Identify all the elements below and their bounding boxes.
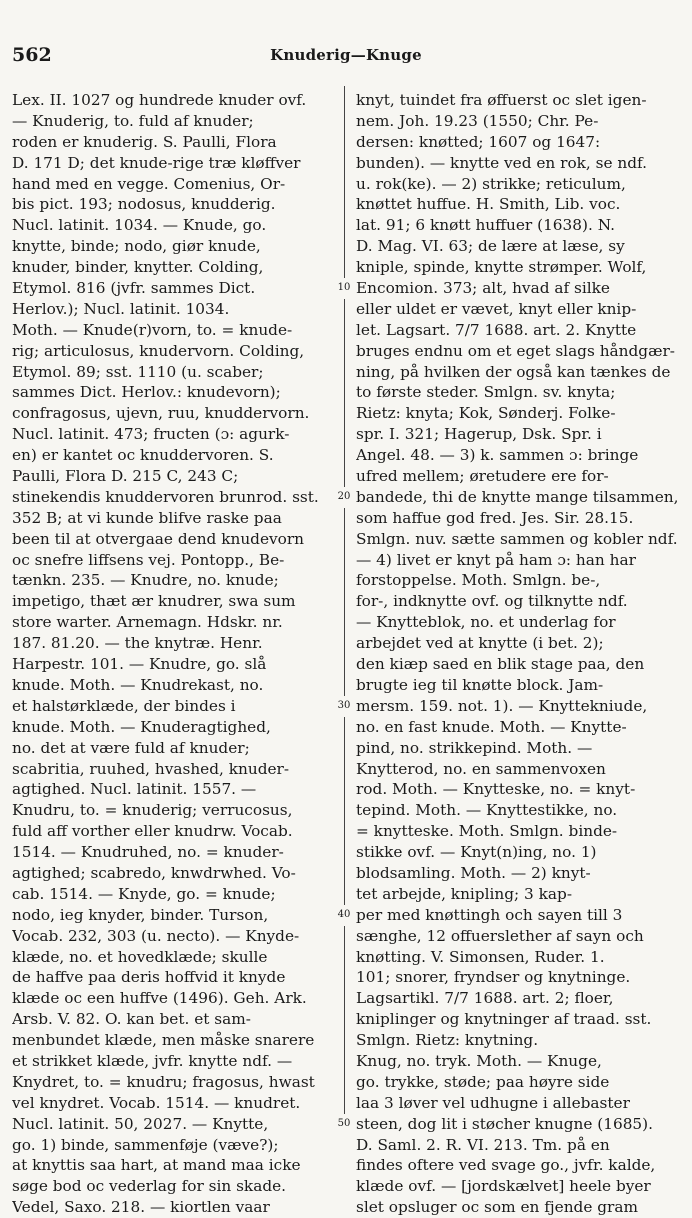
text-line: mersm. 159. not. 1). — Knyttekniude,: [356, 696, 648, 715]
text-line: Harpestr. 101. — Knudre, go. slå: [12, 655, 267, 674]
text-line: dersen: knøtted; 1607 og 1647:: [356, 132, 601, 151]
text-line: tet arbejde, knipling; 3 kap-: [356, 884, 572, 903]
text-line: søge bod oc vederlag for sin skade.: [12, 1177, 287, 1196]
text-line: D. Saml. 2. R. VI. 213. Tm. på en: [356, 1135, 610, 1154]
text-line: D. 171 D; det knude-rige træ kløffver: [12, 153, 301, 172]
text-line: bunden). — knytte ved en rok, se ndf.: [356, 153, 648, 172]
text-line: knytte, binde; nodo, giør knude,: [12, 237, 261, 256]
line-number: 20: [332, 487, 356, 508]
text-line: = knytteske. Moth. Smlgn. binde-: [356, 822, 618, 841]
text-line: Nucl. latinit. 473; fructen (ɔ: agurk-: [12, 425, 290, 444]
line-number: 40: [332, 905, 356, 926]
text-line: klæde, no. et hovedklæde; skulle: [12, 947, 268, 966]
text-line: cab. 1514. — Knyde, go. = knude;: [12, 884, 276, 903]
text-line: et halstørklæde, der bindes i: [12, 696, 236, 715]
text-line: — Knuderig, to. fuld af knuder;: [12, 111, 254, 130]
text-line: vel knydret. Vocab. 1514. — knudret.: [12, 1093, 301, 1112]
text-line: Knydret, to. = knudru; fragosus, hwast: [12, 1072, 315, 1091]
text-line: go. trykke, støde; paa høyre side: [356, 1072, 610, 1091]
line-number: 30: [332, 696, 356, 717]
text-line: knyt, tuindet fra øffuerst oc slet igen-: [356, 91, 647, 109]
text-line: kniplinger og knytninger af traad. sst.: [356, 1010, 652, 1029]
text-line: forstoppelse. Moth. Smlgn. be-,: [356, 571, 601, 590]
text-line: stinekendis knuddervoren brunrod. sst.: [12, 487, 319, 506]
text-line: rig; articulosus, knudervorn. Colding,: [12, 341, 305, 360]
text-line: Knudru, to. = knuderig; verrucosus,: [12, 801, 293, 820]
column-divider: [344, 86, 345, 1126]
text-line: bruges endnu om et eget slags håndgær-: [356, 341, 675, 360]
text-line: Arsb. V. 82. O. kan bet. et sam-: [12, 1010, 251, 1029]
text-line: D. Mag. VI. 63; de lære at læse, sy: [356, 237, 625, 256]
text-line: bis pict. 193; nodosus, knudderig.: [12, 195, 276, 214]
text-line: en) er kantet oc knuddervoren. S.: [12, 446, 274, 465]
text-line: 187. 81.20. — the knytræ. Henr.: [12, 634, 263, 653]
text-line: Vedel, Saxo. 218. — kiortlen vaar: [12, 1198, 270, 1217]
page-header: [0, 44, 692, 74]
running-head: Knuderig—Knuge: [270, 46, 422, 64]
text-line: Knytterod, no. en sammenvoxen: [356, 759, 606, 778]
text-line: impetigo, thæt ær knudrer, swa sum: [12, 592, 296, 611]
text-line: go. 1) binde, sammenføje (væve?);: [12, 1135, 279, 1154]
text-line: store warter. Arnemagn. Hdskr. nr.: [12, 613, 283, 632]
text-line: nodo, ieg knyder, binder. Turson,: [12, 905, 269, 924]
text-line: no. en fast knude. Moth. — Knytte-: [356, 717, 627, 736]
text-line: menbundet klæde, men måske snarere: [12, 1031, 315, 1050]
text-line: tænkn. 235. — Knudre, no. knude;: [12, 571, 279, 590]
text-line: tepind. Moth. — Knyttestikke, no.: [356, 801, 618, 820]
text-line: Etymol. 89; sst. 1110 (u. scaber;: [12, 362, 264, 381]
text-line: — Knytteblok, no. et underlag for: [356, 613, 616, 632]
text-line: sammes Dict. Herlov.: knudevorn);: [12, 383, 281, 402]
text-line: Smlgn. nuv. sætte sammen og kobler ndf.: [356, 529, 678, 548]
text-line: spr. I. 321; Hagerup, Dsk. Spr. i: [356, 425, 602, 444]
text-line: arbejdet ved at knytte (i bet. 2);: [356, 634, 604, 653]
text-line: Herlov.); Nucl. latinit. 1034.: [12, 299, 230, 318]
text-line: knude. Moth. — Knudrekast, no.: [12, 675, 264, 694]
text-line: et strikket klæde, jvfr. knytte ndf. —: [12, 1051, 293, 1070]
text-line: roden er knuderig. S. Paulli, Flora: [12, 132, 277, 151]
text-line: Etymol. 816 (jvfr. sammes Dict.: [12, 279, 256, 298]
text-line: 352 B; at vi kunde blifve raske paa: [12, 508, 282, 527]
text-line: Smlgn. Rietz: knytning.: [356, 1031, 539, 1050]
text-line: knøtting. V. Simonsen, Ruder. 1.: [356, 947, 605, 966]
text-line: Knug, no. tryk. Moth. — Knuge,: [356, 1051, 602, 1070]
text-line: 101; snorer, fryndser og knytninge.: [356, 968, 631, 987]
text-line: Nucl. latinit. 1034. — Knude, go.: [12, 216, 267, 235]
text-line: findes oftere ved svage go., jvfr. kalde,: [356, 1156, 656, 1175]
text-line: blodsamling. Moth. — 2) knyt-: [356, 863, 591, 882]
text-line: brugte ieg til knøtte block. Jam-: [356, 675, 604, 694]
text-line: no. det at være fuld af knuder;: [12, 738, 250, 757]
text-line: Nucl. latinit. 50, 2027. — Knytte,: [12, 1114, 269, 1133]
text-line: fuld aff vorther eller knudrw. Vocab.: [12, 822, 293, 841]
text-line: kniple, spinde, knytte strømper. Wolf,: [356, 258, 647, 277]
text-line: Rietz: knyta; Kok, Sønderj. Folke-: [356, 404, 616, 423]
text-line: rod. Moth. — Knytteske, no. = knyt-: [356, 780, 636, 799]
text-line: Vocab. 232, 303 (u. necto). — Knyde-: [12, 926, 300, 945]
text-line: confragosus, ujevn, ruu, knuddervorn.: [12, 404, 310, 423]
text-line: hand med en vegge. Comenius, Or-: [12, 174, 286, 193]
text-line: Moth. — Knude(r)vorn, to. = knude-: [12, 320, 293, 339]
text-line: knude. Moth. — Knuderagtighed,: [12, 717, 271, 736]
text-line: been til at otvergaae dend knudevorn: [12, 529, 305, 548]
line-number: 10: [332, 278, 356, 299]
text-line: Encomion. 373; alt, hvad af silke: [356, 279, 610, 298]
text-line: slet opsluger oc som en fjende gram: [356, 1198, 638, 1217]
text-line: u. rok(ke). — 2) strikke; reticulum,: [356, 174, 626, 193]
text-line: Paulli, Flora D. 215 C, 243 C;: [12, 467, 239, 486]
text-line: 1514. — Knudruhed, no. = knuder-: [12, 843, 284, 862]
text-line: den kiæp saed en blik stage paa, den: [356, 655, 645, 674]
text-line: for-, indknytte ovf. og tilknytte ndf.: [356, 592, 628, 611]
text-line: laa 3 løver vel udhugne i allebaster: [356, 1093, 630, 1112]
text-line: knøttet huffue. H. Smith, Lib. voc.: [356, 195, 621, 214]
left-column: [12, 90, 347, 1218]
text-line: nem. Joh. 19.23 (1550; Chr. Pe-: [356, 111, 599, 130]
line-number: 50: [332, 1114, 356, 1135]
text-line: pind, no. strikkepind. Moth. —: [356, 738, 593, 757]
text-line: sænghe, 12 offuerslether af sayn och: [356, 926, 644, 945]
text-line: ufred mellem; øretudere ere for-: [356, 467, 609, 486]
right-column: [356, 90, 689, 1218]
text-line: per med knøttingh och sayen till 3: [356, 905, 623, 924]
text-line: klæde ovf. — [jordskælvet] heele byer: [356, 1177, 651, 1196]
text-line: agtighed; scabredo, knwdrwhed. Vo-: [12, 863, 296, 882]
text-line: to første steder. Smlgn. sv. knyta;: [356, 383, 616, 402]
text-line: klæde oc een huffve (1496). Geh. Ark.: [12, 989, 307, 1008]
text-line: agtighed. Nucl. latinit. 1557. —: [12, 780, 257, 799]
text-line: stikke ovf. — Knyt(n)ing, no. 1): [356, 843, 597, 862]
text-line: scabritia, ruuhed, hvashed, knuder-: [12, 759, 290, 778]
text-line: steen, dog lit i støcher knugne (1685).: [356, 1114, 653, 1133]
text-line: de haffve paa deris hoffvid it knyde: [12, 968, 286, 987]
text-line: Lex. II. 1027 og hundrede knuder ovf.: [12, 91, 307, 109]
text-line: eller uldet er vævet, knyt eller knip-: [356, 299, 637, 318]
text-line: som haffue god fred. Jes. Sir. 28.15.: [356, 508, 634, 527]
text-line: lat. 91; 6 knøtt huffuer (1638). N.: [356, 216, 615, 235]
text-line: at knyttis saa hart, at mand maa icke: [12, 1156, 301, 1175]
text-line: — 4) livet er knyt på ham ɔ: han har: [356, 550, 636, 569]
text-line: let. Lagsart. 7/7 1688. art. 2. Knytte: [356, 320, 637, 339]
text-line: ning, på hvilken der også kan tænkes de: [356, 362, 671, 381]
text-line: Angel. 48. — 3) k. sammen ɔ: bringe: [356, 446, 639, 465]
page-number: 562: [12, 44, 52, 66]
text-line: oc snefre liffsens vej. Pontopp., Be-: [12, 550, 285, 569]
text-line: Lagsartikl. 7/7 1688. art. 2; floer,: [356, 989, 614, 1008]
text-line: knuder, binder, knytter. Colding,: [12, 258, 264, 277]
text-line: bandede, thi de knytte mange tilsammen,: [356, 487, 679, 506]
